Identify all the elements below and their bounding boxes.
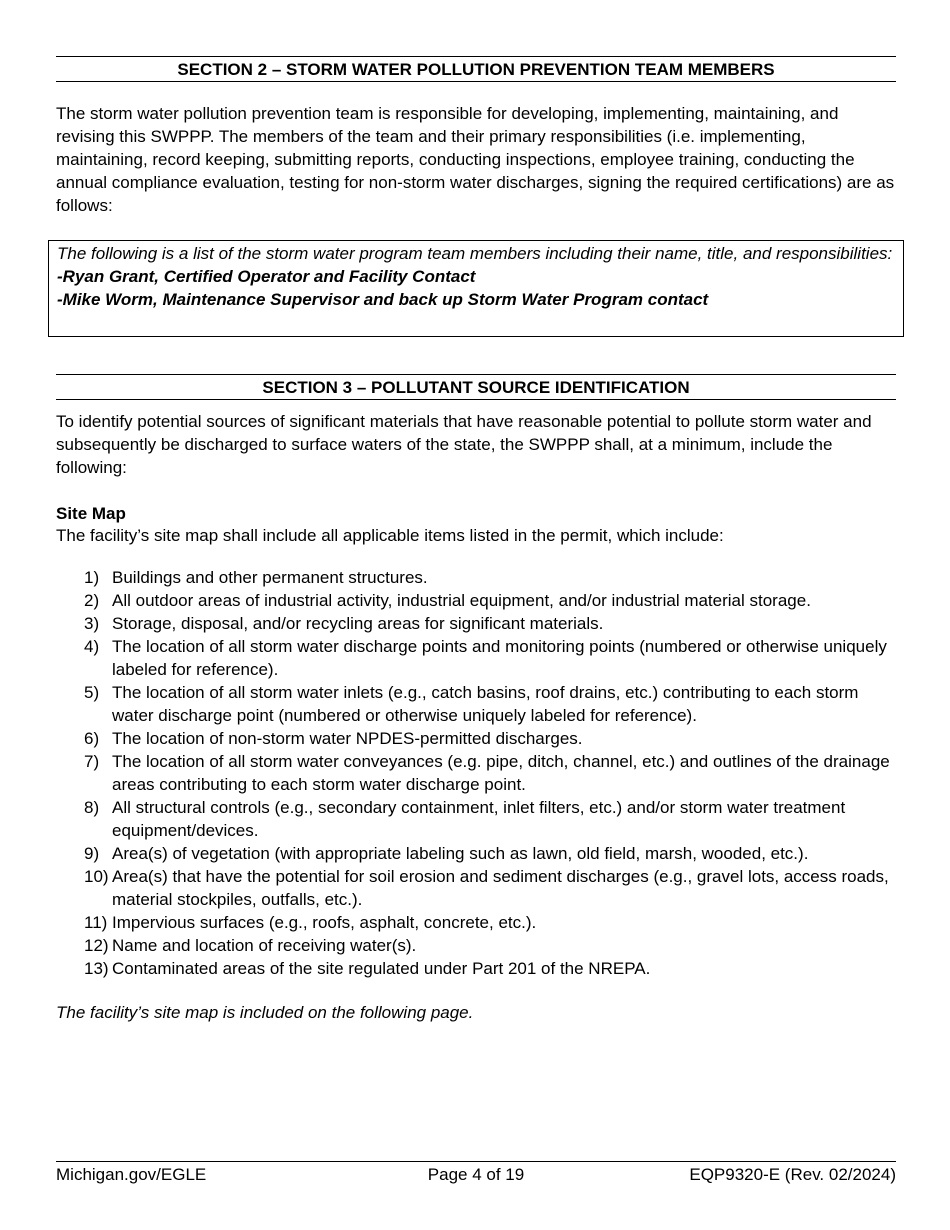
list-item: [84, 566, 896, 589]
list-item-number: 7): [84, 752, 100, 771]
list-item-number: 2): [84, 591, 100, 610]
list-item: [84, 727, 896, 750]
site-map-subheading: Site Map: [56, 504, 126, 523]
team-box-intro: The following is a list of the storm water program team members including their name, title, and responsibilities:: [57, 244, 893, 263]
list-item-number: 6): [84, 729, 100, 748]
list-item: [84, 842, 896, 865]
page-footer: [56, 1161, 896, 1185]
list-item-text: Contaminated areas of the site regulated under Part 201 of the NREPA.: [112, 959, 651, 978]
section-3-heading: SECTION 3 – POLLUTANT SOURCE IDENTIFICATION: [56, 374, 896, 400]
list-item-text: The location of all storm water conveyances (e.g. pipe, ditch, channel, etc.) and outlines of the drainage areas contributing to each storm water discharge point.: [112, 752, 890, 794]
team-member-2: -Mike Worm, Maintenance Supervisor and back up Storm Water Program contact: [57, 290, 709, 309]
footer-form-id: EQP9320-E (Rev. 02/2024): [689, 1165, 896, 1184]
site-map-intro: The facility’s site map shall include all applicable items listed in the permit, which include:: [56, 526, 724, 545]
site-map-item-list: [84, 566, 896, 980]
list-item-number: 8): [84, 798, 100, 817]
list-item-text: The location of non-storm water NPDES-permitted discharges.: [112, 729, 583, 748]
list-item-number: 1): [84, 568, 100, 587]
team-members-box: [48, 240, 904, 337]
list-item-number: 13): [84, 959, 109, 978]
section-2-body: The storm water pollution prevention team is responsible for developing, implementing, maintaining, and revising this SWPPP. The members of the team and their primary responsibilities (i.e. implementing, maintaining, record keeping, submitting reports, conducting inspections, employee training, conducting the annual compliance evaluation, testing for non-storm water discharges, signing the required certifications) are as follows:: [56, 104, 895, 215]
list-item: [84, 612, 896, 635]
list-item-text: The location of all storm water inlets (e.g., catch basins, roof drains, etc.) contributing to each storm water discharge point (numbered or otherwise uniquely labeled for reference).: [112, 683, 859, 725]
list-item-text: Impervious surfaces (e.g., roofs, asphalt, concrete, etc.).: [112, 913, 537, 932]
list-item-text: Storage, disposal, and/or recycling areas for significant materials.: [112, 614, 604, 633]
list-item-number: 10): [84, 867, 109, 886]
list-item-number: 11): [84, 913, 108, 932]
list-item: [84, 796, 896, 842]
list-item: [84, 681, 896, 727]
section-3-body: To identify potential sources of significant materials that have reasonable potential to pollute storm water and subsequently be discharged to surface waters of the state, the SWPPP shall, at a minimum, include the following:: [56, 412, 872, 477]
list-item-text: The location of all storm water discharge points and monitoring points (numbered or otherwise uniquely labeled for reference).: [112, 637, 887, 679]
list-item-number: 3): [84, 614, 100, 633]
list-item-number: 4): [84, 637, 100, 656]
site-map-closing-note: The facility’s site map is included on the following page.: [56, 1003, 474, 1022]
list-item-text: All outdoor areas of industrial activity, industrial equipment, and/or industrial material storage.: [112, 591, 811, 610]
list-item: [84, 934, 896, 957]
list-item: [84, 589, 896, 612]
list-item-number: 9): [84, 844, 100, 863]
list-item-text: Buildings and other permanent structures.: [112, 568, 428, 587]
footer-page-number: Page 4 of 19: [427, 1165, 525, 1184]
list-item: [84, 911, 896, 934]
list-item-number: 12): [84, 936, 109, 955]
list-item: [84, 957, 896, 980]
list-item-text: Area(s) that have the potential for soil erosion and sediment discharges (e.g., gravel lots, access roads, material stockpiles, outfalls, etc.).: [112, 867, 889, 909]
list-item: [84, 750, 896, 796]
team-member-1: -Ryan Grant, Certified Operator and Facility Contact: [57, 267, 476, 286]
list-item-text: All structural controls (e.g., secondary containment, inlet filters, etc.) and/or storm water treatment equipment/devices.: [112, 798, 846, 840]
list-item: [84, 635, 896, 681]
list-item: [84, 865, 896, 911]
list-item-number: 5): [84, 683, 100, 702]
footer-website: Michigan.gov/EGLE: [56, 1165, 207, 1184]
section-2-heading: SECTION 2 – STORM WATER POLLUTION PREVENTION TEAM MEMBERS: [56, 56, 896, 82]
list-item-text: Name and location of receiving water(s).: [112, 936, 417, 955]
list-item-text: Area(s) of vegetation (with appropriate labeling such as lawn, old field, marsh, wooded, etc.).: [112, 844, 809, 863]
